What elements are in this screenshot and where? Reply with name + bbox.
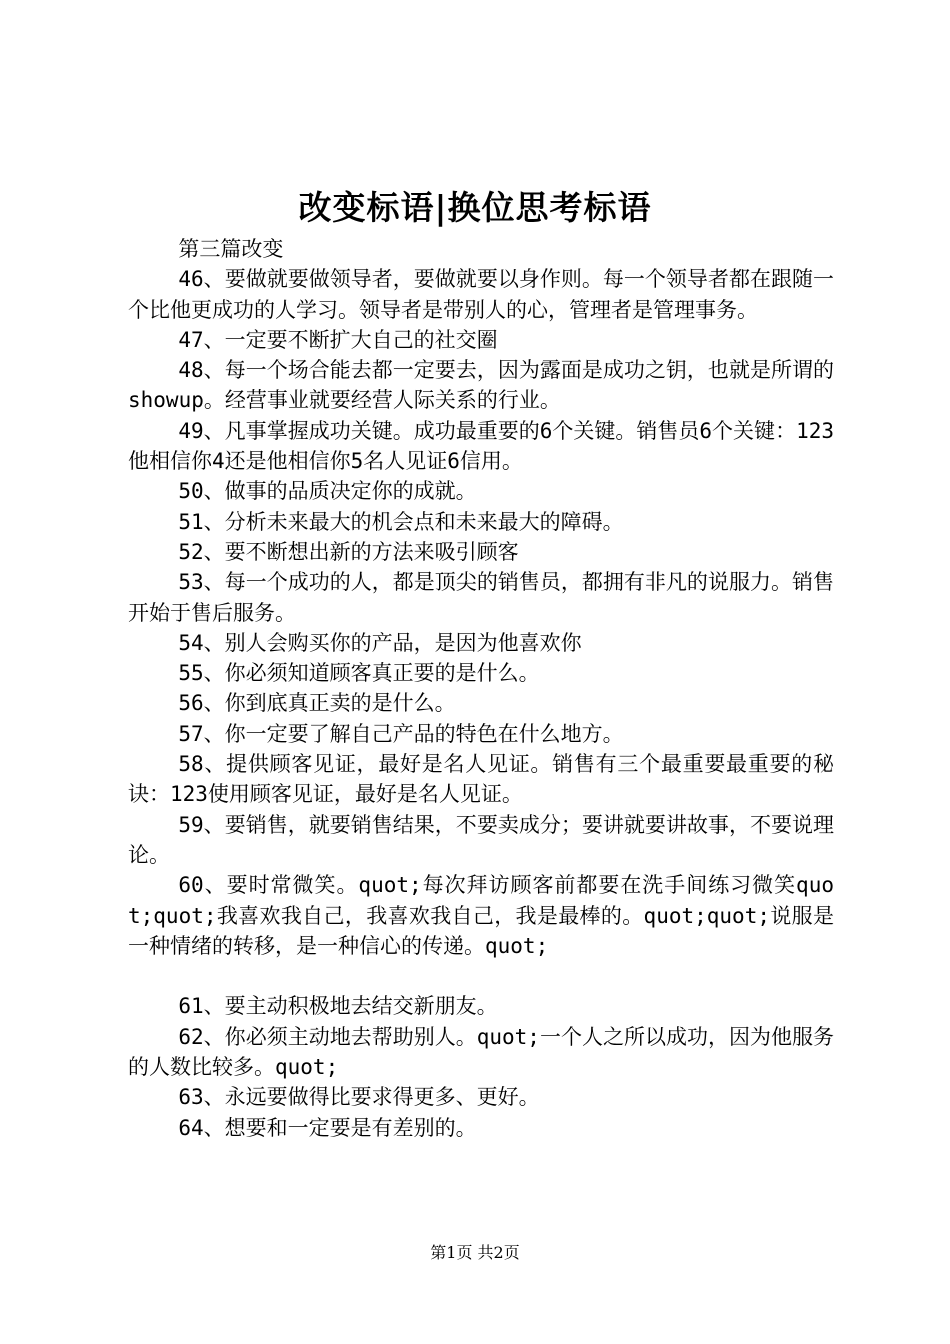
paragraph-59: 59、要销售，就要销售结果，不要卖成分；要讲就要讲故事，不要说理论。 bbox=[128, 812, 834, 867]
paragraph-50: 50、做事的品质决定你的成就。 bbox=[178, 479, 477, 504]
paragraph-57: 57、你一定要了解自己产品的特色在什么地方。 bbox=[178, 721, 624, 746]
document-title: 改变标语|换位思考标语 bbox=[298, 188, 652, 227]
paragraph-55: 55、你必须知道顾客真正要的是什么。 bbox=[178, 661, 540, 686]
paragraph-48: 48、每一个场合能去都一定要去，因为露面是成功之钥，也就是所谓的showup。经营事业就要经营人际关系的行业。 bbox=[128, 358, 834, 413]
paragraph-64: 64、想要和一定要是有差别的。 bbox=[178, 1115, 477, 1140]
paragraph-60: 60、要时常微笑。quot;每次拜访顾客前都要在洗手间练习微笑quot;quot;我喜欢我自己，我喜欢我自己，我是最棒的。quot;quot;说服是一种情绪的转移，是一种信心的传递。quot; bbox=[128, 873, 834, 958]
paragraph-54: 54、别人会购买你的产品，是因为他喜欢你 bbox=[178, 630, 582, 655]
paragraph-47: 47、一定要不断扩大自己的社交圈 bbox=[178, 327, 498, 352]
document-body bbox=[128, 234, 834, 1143]
paragraph-52: 52、要不断想出新的方法来吸引顾客 bbox=[178, 539, 519, 564]
paragraph-53: 53、每一个成功的人，都是顶尖的销售员，都拥有非凡的说服力。销售开始于售后服务。 bbox=[128, 570, 834, 625]
paragraph-51: 51、分析未来最大的机会点和未来最大的障碍。 bbox=[178, 509, 624, 534]
paragraph-63: 63、永远要做得比要求得更多、更好。 bbox=[178, 1085, 540, 1110]
section-heading: 第三篇改变 bbox=[178, 237, 284, 261]
paragraph-58: 58、提供顾客见证，最好是名人见证。销售有三个最重要最重要的秘诀：123使用顾客见证，最好是名人见证。 bbox=[128, 752, 834, 807]
paragraph-spacer bbox=[128, 961, 834, 991]
paragraph-61: 61、要主动积极地去结交新朋友。 bbox=[178, 994, 498, 1019]
page-number-footer: 第1页 共2页 bbox=[430, 1243, 520, 1262]
paragraph-49: 49、凡事掌握成功关键。成功最重要的6个关键。销售员6个关键：123他相信你4还是他相信你5名人见证6信用。 bbox=[128, 418, 834, 474]
paragraph-62: 62、你必须主动地去帮助别人。quot;一个人之所以成功，因为他服务的人数比较多。quot; bbox=[128, 1024, 834, 1080]
paragraph-56: 56、你到底真正卖的是什么。 bbox=[178, 691, 456, 716]
paragraph-46: 46、要做就要做领导者，要做就要以身作则。每一个领导者都在跟随一个比他更成功的人学习。领导者是带别人的心，管理者是管理事务。 bbox=[128, 267, 834, 322]
